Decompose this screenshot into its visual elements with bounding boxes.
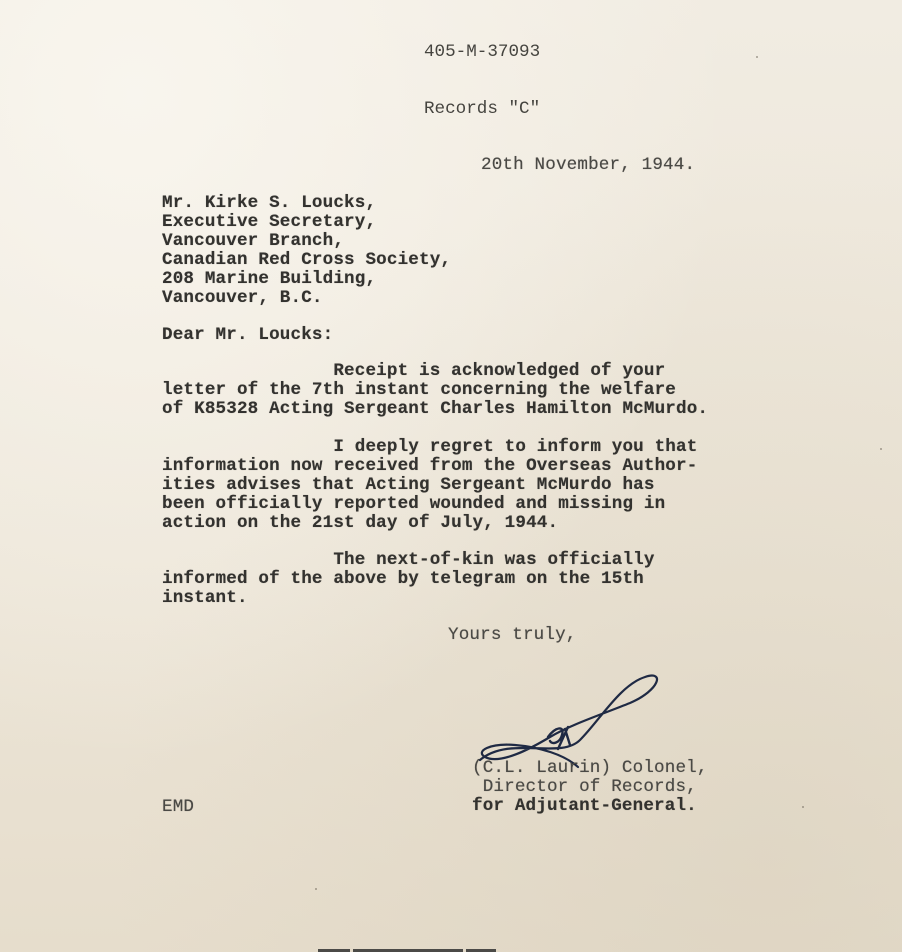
signer-name: (C.L. Laurin) Colonel, [472, 758, 708, 778]
body-line: been officially reported wounded and missing in [162, 494, 666, 514]
body-paragraph-2 [162, 438, 697, 533]
recipient-line: Vancouver Branch, [162, 231, 345, 251]
recipient-line: Vancouver, B.C. [162, 288, 323, 308]
body-line: Receipt is acknowledged of your [162, 361, 666, 381]
body-line: information now received from the Overseas Author- [162, 456, 698, 476]
signer-department: for Adjutant-General. [472, 796, 697, 816]
typist-initials: EMD [162, 797, 195, 817]
body-paragraph-3 [162, 551, 655, 608]
file-number: 405-M-37093 [424, 42, 541, 62]
closing: Yours truly, [448, 625, 577, 645]
body-line: ities advises that Acting Sergeant McMurdo has [162, 475, 655, 495]
file-reference [424, 5, 540, 157]
recipient-address [162, 194, 451, 308]
paper-speck [880, 448, 882, 450]
body-line: informed of the above by telegram on the 15th [162, 569, 644, 589]
body-line: letter of the 7th instant concerning the welfare [162, 380, 676, 400]
body-line: of K85328 Acting Sergeant Charles Hamilton McMurdo. [162, 399, 709, 419]
recipient-line: Canadian Red Cross Society, [162, 250, 452, 270]
body-line: I deeply regret to inform you that [162, 437, 698, 457]
salutation: Dear Mr. Loucks: [162, 325, 334, 345]
body-line: instant. [162, 588, 248, 608]
paper-speck [315, 888, 317, 890]
file-label: Records "C" [424, 99, 541, 119]
signer-title: Director of Records, [472, 777, 697, 797]
paper-speck [756, 56, 758, 58]
body-line: The next-of-kin was officially [162, 550, 655, 570]
body-paragraph-1 [162, 362, 708, 419]
recipient-line: Mr. Kirke S. Loucks, [162, 193, 377, 213]
paper-speck [802, 806, 804, 808]
recipient-line: 208 Marine Building, [162, 269, 377, 289]
recipient-line: Executive Secretary, [162, 212, 377, 232]
signature-block [472, 759, 708, 816]
letter-date: 20th November, 1944. [481, 155, 696, 175]
body-line: action on the 21st day of July, 1944. [162, 513, 559, 533]
